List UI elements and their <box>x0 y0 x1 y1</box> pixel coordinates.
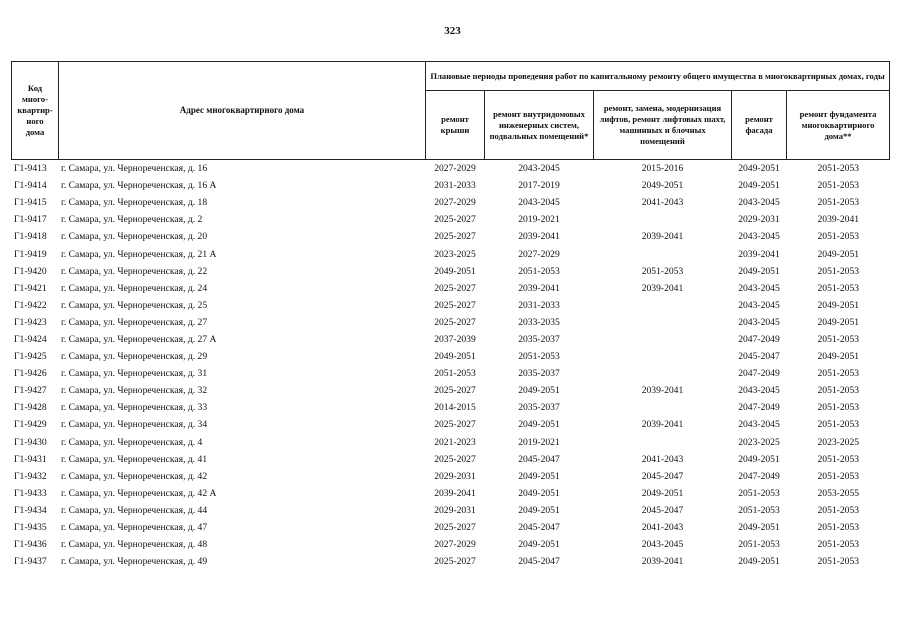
cell-foundation: 2051-2053 <box>817 402 860 414</box>
cell-facade: 2047-2049 <box>738 402 780 414</box>
cell-facade: 2047-2049 <box>738 333 780 345</box>
cell-address: г. Самара, ул. Чернореченская, д. 24 <box>61 282 208 294</box>
cell-roof: 2039-2041 <box>434 487 476 499</box>
table-row <box>12 280 890 297</box>
cell-roof: 2037-2039 <box>434 333 476 345</box>
cell-foundation: 2051-2053 <box>787 160 890 178</box>
cell-code: Г1-9430 <box>14 436 47 448</box>
cell-facade: 2043-2045 <box>738 299 780 311</box>
cell-facade: 2049-2051 <box>738 180 780 192</box>
table-row <box>12 416 890 433</box>
cell-foundation: 2051-2053 <box>817 231 860 243</box>
cell-code: Г1-9424 <box>14 333 47 345</box>
cell-code: Г1-9434 <box>14 504 47 516</box>
cell-foundation: 2051-2053 <box>817 453 860 465</box>
cell-systems: 2049-2051 <box>518 504 560 516</box>
cell-systems: 2051-2053 <box>518 265 560 277</box>
cell-facade: 2049-2051 <box>738 522 780 534</box>
table-row <box>12 194 890 211</box>
table-body <box>12 160 890 571</box>
header-code-line: много- <box>22 94 48 104</box>
page-number: 323 <box>444 25 461 37</box>
cell-systems: 2049-2051 <box>518 385 560 397</box>
header-code-line: ного <box>26 116 44 126</box>
cell-foundation: 2051-2053 <box>817 556 860 568</box>
cell-facade: 2043-2045 <box>738 231 780 243</box>
cell-roof: 2027-2029 <box>434 197 476 209</box>
cell-foundation: 2039-2041 <box>817 214 860 226</box>
table-row <box>12 502 890 519</box>
cell-roof: 2025-2027 <box>434 556 476 568</box>
cell-code: Г1-9413 <box>12 160 59 178</box>
cell-code: Г1-9426 <box>14 368 47 380</box>
cell-roof: 2025-2027 <box>434 316 476 328</box>
table-header <box>12 62 890 160</box>
cell-foundation: 2023-2025 <box>817 436 860 448</box>
cell-address: г. Самара, ул. Чернореченская, д. 34 <box>61 419 208 431</box>
table-row <box>12 314 890 331</box>
cell-address: г. Самара, ул. Чернореченская, д. 44 <box>61 504 208 516</box>
header-roof: ремонт крыши <box>426 91 485 160</box>
cell-roof: 2027-2029 <box>426 160 485 178</box>
header-code-line: Код <box>27 83 43 93</box>
cell-foundation: 2051-2053 <box>817 470 860 482</box>
cell-roof: 2025-2027 <box>434 419 476 431</box>
cell-address: г. Самара, ул. Чернореченская, д. 20 <box>61 231 208 243</box>
cell-code: Г1-9435 <box>14 522 47 534</box>
cell-facade: 2049-2051 <box>732 160 787 178</box>
cell-code: Г1-9429 <box>14 419 47 431</box>
cell-systems: 2027-2029 <box>518 248 560 260</box>
cell-foundation: 2051-2053 <box>817 522 860 534</box>
cell-foundation: 2051-2053 <box>817 265 860 277</box>
cell-systems: 2045-2047 <box>518 453 560 465</box>
cell-lifts: 2049-2051 <box>641 180 684 192</box>
cell-lifts <box>594 331 732 348</box>
cell-code: Г1-9432 <box>14 470 47 482</box>
cell-lifts: 2043-2045 <box>641 539 684 551</box>
cell-lifts: 2039-2041 <box>641 385 684 397</box>
cell-lifts: 2039-2041 <box>641 282 684 294</box>
table-row <box>12 553 890 570</box>
cell-lifts <box>594 297 732 314</box>
cell-foundation: 2051-2053 <box>817 180 860 192</box>
cell-address: г. Самара, ул. Чернореченская, д. 48 <box>61 539 208 551</box>
cell-roof: 2051-2053 <box>434 368 476 380</box>
cell-systems: 2045-2047 <box>518 556 560 568</box>
header-facade: ремонт фасада <box>732 91 787 160</box>
cell-foundation: 2049-2051 <box>817 248 860 260</box>
cell-lifts <box>594 434 732 451</box>
cell-address: г. Самара, ул. Чернореченская, д. 41 <box>61 453 208 465</box>
cell-foundation: 2049-2051 <box>817 351 860 363</box>
cell-facade: 2043-2045 <box>738 419 780 431</box>
cell-lifts: 2039-2041 <box>641 231 684 243</box>
cell-systems: 2045-2047 <box>518 522 560 534</box>
cell-systems: 2043-2045 <box>518 197 560 209</box>
table-row <box>12 536 890 553</box>
cell-foundation: 2049-2051 <box>817 299 860 311</box>
cell-code: Г1-9417 <box>14 214 47 226</box>
cell-lifts <box>594 211 732 228</box>
table-row <box>12 468 890 485</box>
cell-systems: 2031-2033 <box>518 299 560 311</box>
header-address: Адрес многоквартирного дома <box>59 62 426 160</box>
cell-systems: 2019-2021 <box>518 214 560 226</box>
cell-address: г. Самара, ул. Чернореченская, д. 33 <box>61 402 208 414</box>
cell-facade: 2043-2045 <box>738 316 780 328</box>
cell-facade: 2023-2025 <box>738 436 780 448</box>
cell-address: г. Самара, ул. Чернореченская, д. 16 А <box>61 180 217 192</box>
header-code-line: дома <box>25 127 45 137</box>
table-row <box>12 485 890 502</box>
cell-facade: 2029-2031 <box>738 214 780 226</box>
cell-code: Г1-9431 <box>14 453 47 465</box>
cell-address: г. Самара, ул. Чернореченская, д. 49 <box>61 556 208 568</box>
table-row <box>12 451 890 468</box>
cell-foundation: 2051-2053 <box>817 197 860 209</box>
cell-facade: 2049-2051 <box>738 453 780 465</box>
cell-roof: 2025-2027 <box>434 282 476 294</box>
cell-lifts: 2039-2041 <box>641 419 684 431</box>
cell-foundation: 2051-2053 <box>817 385 860 397</box>
cell-address: г. Самара, ул. Чернореченская, д. 16 <box>59 160 426 178</box>
cell-address: г. Самара, ул. Чернореченская, д. 4 <box>61 436 203 448</box>
cell-code: Г1-9421 <box>14 282 47 294</box>
cell-facade: 2051-2053 <box>738 539 780 551</box>
header-systems: ремонт внутридомовых инженерных систем, подвальных помещений* <box>485 91 594 160</box>
cell-foundation: 2049-2051 <box>817 316 860 328</box>
cell-lifts: 2015-2016 <box>594 160 732 178</box>
cell-systems: 2035-2037 <box>518 402 560 414</box>
cell-systems: 2049-2051 <box>518 539 560 551</box>
cell-address: г. Самара, ул. Чернореченская, д. 47 <box>61 522 208 534</box>
cell-lifts: 2045-2047 <box>641 504 684 516</box>
table-row <box>12 399 890 416</box>
cell-roof: 2023-2025 <box>434 248 476 260</box>
cell-address: г. Самара, ул. Чернореченская, д. 42 <box>61 470 208 482</box>
cell-roof: 2027-2029 <box>434 539 476 551</box>
cell-systems: 2035-2037 <box>518 333 560 345</box>
cell-address: г. Самара, ул. Чернореченская, д. 21 А <box>61 248 217 260</box>
cell-lifts: 2041-2043 <box>641 522 684 534</box>
cell-code: Г1-9436 <box>14 539 47 551</box>
cell-address: г. Самара, ул. Чернореченская, д. 22 <box>61 265 208 277</box>
table-row <box>12 211 890 228</box>
cell-systems: 2043-2045 <box>485 160 594 178</box>
table-row <box>12 331 890 348</box>
cell-foundation: 2051-2053 <box>817 419 860 431</box>
table-row <box>12 348 890 365</box>
cell-foundation: 2051-2053 <box>817 368 860 380</box>
cell-facade: 2043-2045 <box>738 385 780 397</box>
cell-code: Г1-9420 <box>14 265 47 277</box>
cell-facade: 2047-2049 <box>738 368 780 380</box>
cell-systems: 2051-2053 <box>518 351 560 363</box>
cell-code: Г1-9423 <box>14 316 47 328</box>
table-row <box>12 263 890 280</box>
cell-code: Г1-9433 <box>14 487 47 499</box>
cell-address: г. Самара, ул. Чернореченская, д. 32 <box>61 385 208 397</box>
cell-lifts <box>594 365 732 382</box>
cell-foundation: 2051-2053 <box>817 333 860 345</box>
cell-systems: 2039-2041 <box>518 231 560 243</box>
table-row <box>12 434 890 451</box>
table-row <box>12 228 890 245</box>
cell-roof: 2049-2051 <box>434 265 476 277</box>
cell-roof: 2031-2033 <box>434 180 476 192</box>
table-row <box>12 160 890 178</box>
cell-roof: 2014-2015 <box>434 402 476 414</box>
cell-systems: 2033-2035 <box>518 316 560 328</box>
cell-facade: 2043-2045 <box>738 197 780 209</box>
cell-roof: 2025-2027 <box>434 214 476 226</box>
cell-lifts: 2041-2043 <box>641 453 684 465</box>
cell-code: Г1-9415 <box>14 197 47 209</box>
cell-roof: 2025-2027 <box>434 299 476 311</box>
cell-roof: 2021-2023 <box>434 436 476 448</box>
cell-foundation: 2053-2055 <box>817 487 860 499</box>
cell-roof: 2029-2031 <box>434 504 476 516</box>
header-lifts: ремонт, замена, модернизация лифтов, ремонт лифтовых шахт, машинных и блочных помещений <box>594 91 732 160</box>
cell-foundation: 2051-2053 <box>817 504 860 516</box>
table-row <box>12 297 890 314</box>
cell-address: г. Самара, ул. Чернореченская, д. 18 <box>61 197 208 209</box>
cell-facade: 2045-2047 <box>738 351 780 363</box>
cell-systems: 2049-2051 <box>518 487 560 499</box>
cell-facade: 2049-2051 <box>738 265 780 277</box>
header-code-line: квартир- <box>17 105 53 115</box>
capital-repair-table <box>11 61 890 570</box>
cell-address: г. Самара, ул. Чернореченская, д. 42 А <box>61 487 217 499</box>
cell-lifts: 2049-2051 <box>641 487 684 499</box>
cell-address: г. Самара, ул. Чернореченская, д. 31 <box>61 368 208 380</box>
cell-systems: 2049-2051 <box>518 470 560 482</box>
cell-lifts <box>594 348 732 365</box>
cell-lifts <box>594 314 732 331</box>
cell-address: г. Самара, ул. Чернореченская, д. 27 <box>61 316 208 328</box>
cell-lifts: 2051-2053 <box>641 265 684 277</box>
header-foundation: ремонт фундамента многоквартирного дома** <box>787 91 890 160</box>
cell-code: Г1-9414 <box>14 180 47 192</box>
cell-systems: 2049-2051 <box>518 419 560 431</box>
cell-systems: 2019-2021 <box>518 436 560 448</box>
cell-roof: 2025-2027 <box>434 453 476 465</box>
cell-lifts <box>594 399 732 416</box>
cell-roof: 2029-2031 <box>434 470 476 482</box>
cell-code: Г1-9428 <box>14 402 47 414</box>
cell-systems: 2039-2041 <box>518 282 560 294</box>
cell-lifts: 2041-2043 <box>641 197 684 209</box>
cell-facade: 2039-2041 <box>738 248 780 260</box>
cell-roof: 2025-2027 <box>434 231 476 243</box>
cell-facade: 2049-2051 <box>738 556 780 568</box>
cell-address: г. Самара, ул. Чернореченская, д. 2 <box>61 214 203 226</box>
cell-facade: 2047-2049 <box>738 470 780 482</box>
cell-systems: 2017-2019 <box>518 180 560 192</box>
cell-lifts: 2045-2047 <box>641 470 684 482</box>
cell-code: Г1-9422 <box>14 299 47 311</box>
table-row <box>12 382 890 399</box>
cell-foundation: 2051-2053 <box>817 539 860 551</box>
cell-facade: 2043-2045 <box>738 282 780 294</box>
header-group-title: Плановые периоды проведения работ по капитальному ремонту общего имущества в многоквартирных домах, годы <box>426 62 890 91</box>
cell-address: г. Самара, ул. Чернореченская, д. 25 <box>61 299 208 311</box>
table-row <box>12 519 890 536</box>
cell-roof: 2049-2051 <box>434 351 476 363</box>
cell-lifts <box>594 245 732 262</box>
cell-code: Г1-9419 <box>14 248 47 260</box>
table-row <box>12 365 890 382</box>
cell-foundation: 2051-2053 <box>817 282 860 294</box>
cell-code: Г1-9437 <box>14 556 47 568</box>
cell-roof: 2025-2027 <box>434 385 476 397</box>
header-code <box>12 62 59 160</box>
table-row <box>12 177 890 194</box>
cell-address: г. Самара, ул. Чернореченская, д. 27 А <box>61 333 217 345</box>
cell-code: Г1-9418 <box>14 231 47 243</box>
cell-lifts: 2039-2041 <box>641 556 684 568</box>
cell-facade: 2051-2053 <box>738 504 780 516</box>
cell-code: Г1-9425 <box>14 351 47 363</box>
cell-facade: 2051-2053 <box>738 487 780 499</box>
cell-code: Г1-9427 <box>14 385 47 397</box>
cell-roof: 2025-2027 <box>434 522 476 534</box>
table-row <box>12 245 890 262</box>
cell-systems: 2035-2037 <box>518 368 560 380</box>
cell-address: г. Самара, ул. Чернореченская, д. 29 <box>61 351 208 363</box>
